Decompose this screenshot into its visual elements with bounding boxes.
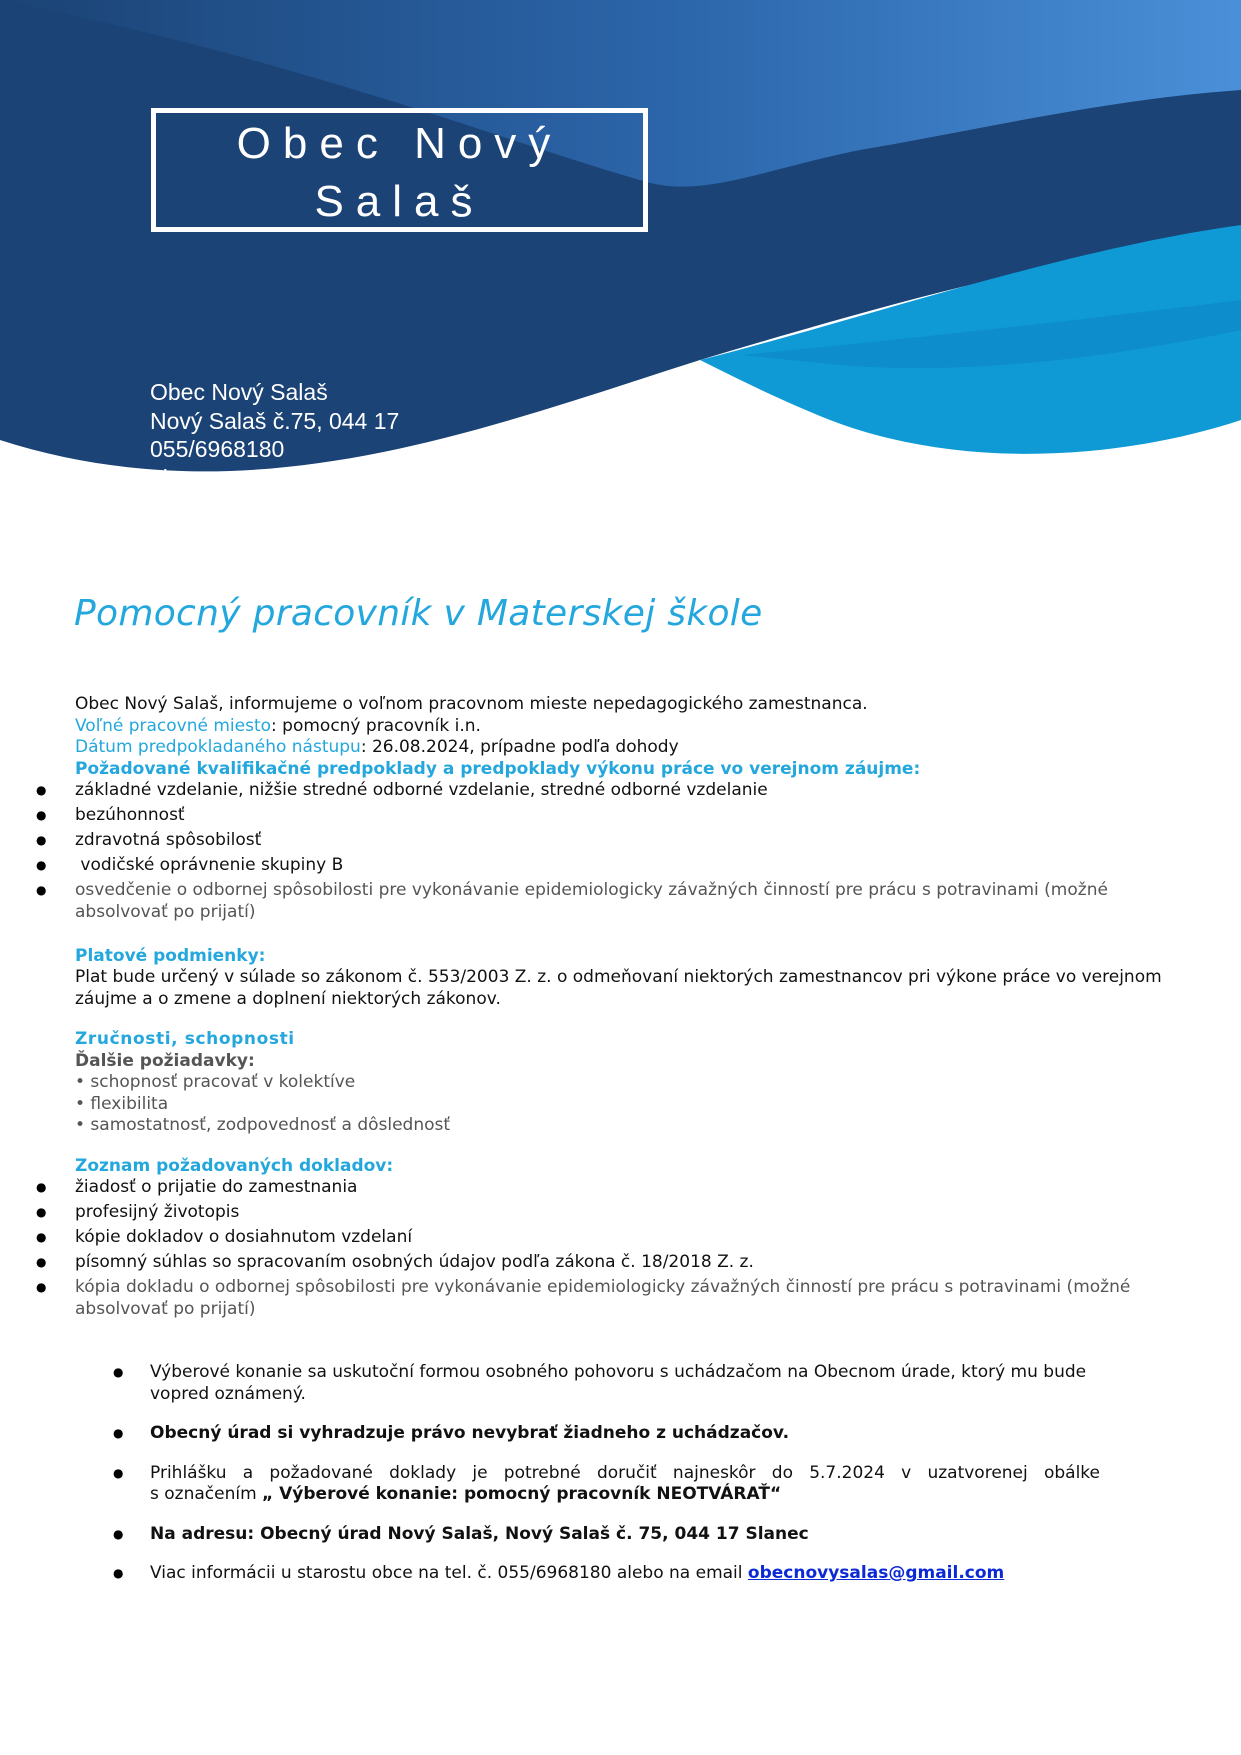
skills-item: • samostatnosť, zodpovednosť a dôslednosť (75, 1115, 451, 1135)
contact-address: Nový Salaš č.75, 044 17 (150, 407, 400, 434)
salary-text: Plat bude určený v súlade so zákonom č. 553/2003 Z. z. o odmeňovaní niektorých zamestnancov pri výkone práce vo verejnom záujme a o zmene a doplnení niektorých zákonov. (75, 967, 1162, 1009)
municipality-title-box (151, 108, 648, 232)
interview-note: ● Výberové konanie sa uskutoční formou osobného pohovoru s uchádzačom na Obecnom úrade, ktorý mu bude vopred oznámený. (150, 1362, 1100, 1405)
info-note (150, 1563, 1100, 1585)
list-item: ● kópie dokladov o dosiahnutom vzdelaní (75, 1227, 1175, 1249)
skills-item: • schopnosť pracovať v kolektíve (75, 1072, 356, 1092)
list-item: ● vodičské oprávnenie skupiny B (75, 855, 1175, 877)
contact-email[interactable]: obecnovysalas@gmail.com (150, 464, 431, 491)
start-date-line (75, 737, 1175, 759)
document-body (75, 694, 1175, 1324)
skills-item: • flexibilita (75, 1093, 169, 1114)
contact-phone: 055/6968180 (150, 436, 285, 462)
title-line-1: Obec Nový (236, 119, 563, 168)
info-text: Viac informácii u starostu obce na tel. č. 055/6968180 alebo na email (150, 1563, 748, 1583)
submission-line-1: ● Prihlášku a požadované doklady je potrebné doručiť najneskôr do 5.7.2024 v uzatvorenej obálke (150, 1462, 1100, 1483)
list-item: ● zdravotná spôsobilosť (75, 830, 1175, 852)
title-line-2: Salaš (314, 177, 485, 226)
skills-subheading: Ďalšie požiadavky: (75, 1050, 255, 1071)
contact-block (150, 378, 430, 492)
list-item: ● osvedčenie o odbornej spôsobilosti pre vykonávanie epidemiologicky závažných činností pre prácu s potravinami (možné absolvovať po prijatí) (75, 880, 1175, 923)
job-title: Pomocný pracovník v Materskej škole (74, 593, 763, 634)
list-item: ● žiadosť o prijatie do zamestnania (75, 1177, 1175, 1199)
documents-heading: Zoznam požadovaných dokladov: (75, 1155, 394, 1176)
documents-list (75, 1177, 1175, 1320)
requirements-list (75, 780, 1175, 923)
reserve-note: ● Obecný úrad si vyhradzuje právo nevybrať žiadneho z uchádzačov. (150, 1423, 1100, 1445)
skills-heading: Zručnosti, schopnosti (75, 1029, 295, 1049)
list-item: ● kópia dokladu o odbornej spôsobilosti pre vykonávanie epidemiologicky závažných činností pre prácu s potravinami (možné absolvovať po prijatí) (75, 1277, 1175, 1320)
start-date-value: : 26.08.2024, prípadne podľa dohody (360, 737, 679, 757)
start-date-label: Dátum predpokladaného nástupu (75, 737, 361, 757)
notes-list (150, 1362, 1100, 1603)
submission-note (150, 1463, 1100, 1506)
list-item: ● písomný súhlas so spracovaním osobných údajov podľa zákona č. 18/2018 Z. z. (75, 1252, 1175, 1274)
address-note: ● Na adresu: Obecný úrad Nový Salaš, Nový Salaš č. 75, 044 17 Slanec (150, 1524, 1100, 1546)
salary-heading: Platové podmienky: (75, 945, 266, 966)
position-value: : pomocný pracovník i.n. (271, 715, 481, 736)
submission-marking: „ Výberové konanie: pomocný pracovník NEOTVÁRAŤ“ (262, 1484, 782, 1504)
position-line (75, 716, 1175, 738)
list-item: ● bezúhonnosť (75, 805, 1175, 827)
intro-text: Obec Nový Salaš, informujeme o voľnom pracovnom mieste nepedagogického zamestnanca. (75, 694, 868, 714)
list-item: ● profesijný životopis (75, 1202, 1175, 1224)
position-label: Voľné pracovné miesto (75, 715, 272, 736)
contact-name: Obec Nový Salaš (150, 379, 328, 405)
requirements-heading: Požadované kvalifikačné predpoklady a predpoklady výkonu práce vo verejnom záujme: (75, 758, 921, 779)
list-item: ● základné vzdelanie, nižšie stredné odborné vzdelanie, stredné odborné vzdelanie (75, 780, 1175, 802)
email-link[interactable]: obecnovysalas@gmail.com (747, 1563, 1005, 1583)
submission-prefix: s označením (150, 1484, 263, 1504)
